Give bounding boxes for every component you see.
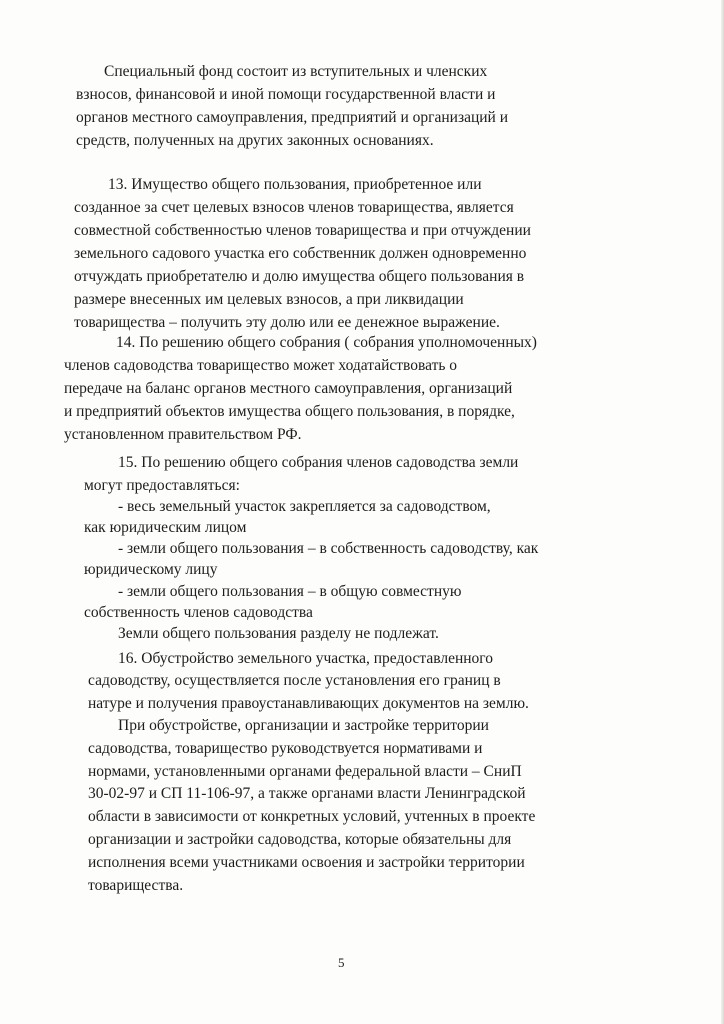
text-line: 16. Обустройство земельного участка, предоставленного bbox=[118, 650, 494, 667]
text-line: исполнения всеми участниками освоения и застройки территории bbox=[88, 854, 525, 871]
text-line: размере внесенных им целевых взносов, а при ликвидации bbox=[74, 291, 464, 308]
page-number: 5 bbox=[338, 955, 345, 970]
text-line: товарищества – получить эту долю или ее денежное выражение. bbox=[74, 314, 500, 331]
text-line: совместной собственностью членов товарищества и при отчуждении bbox=[74, 222, 531, 239]
text-line: установленном правительством РФ. bbox=[64, 426, 302, 443]
text-line: 14. По решению общего собрания ( собрания уполномоченных) bbox=[116, 334, 537, 351]
text-line: средств, полученных на других законных основаниях. bbox=[76, 132, 434, 149]
text-line: взносов, финансовой и иной помощи государственной власти и bbox=[76, 86, 496, 103]
text-line: передаче на баланс органов местного самоуправления, организаций bbox=[64, 380, 513, 397]
text-line: товарищества. bbox=[88, 877, 184, 894]
text-line: органов местного самоуправления, предприятий и организаций и bbox=[76, 109, 509, 126]
text-line: нормами, установленными органами федеральной власти – СниП bbox=[88, 763, 522, 780]
text-line: садоводства, товарищество руководствуется нормативами и bbox=[88, 740, 483, 757]
text-line: натуре и получения правоустанавливающих документов на землю. bbox=[88, 695, 529, 712]
text-line: Специальный фонд состоит из вступительных и членских bbox=[104, 63, 488, 80]
text-line: 13. Имущество общего пользования, приобретенное или bbox=[108, 176, 482, 193]
text-line: - весь земельный участок закрепляется за садоводством, bbox=[118, 498, 491, 515]
text-line: могут предоставляться: bbox=[84, 477, 240, 494]
text-line: отчуждать приобретателю и долю имущества общего пользования в bbox=[74, 268, 525, 285]
text-line: как юридическим лицом bbox=[84, 519, 247, 536]
text-line: 15. По решению общего собрания членов садоводства земли bbox=[118, 454, 519, 471]
text-line: - земли общего пользования – в собственность садоводству, как bbox=[118, 540, 539, 557]
text-line: юридическому лицу bbox=[84, 561, 218, 578]
text-line: садоводству, осуществляется после установления его границ в bbox=[88, 672, 501, 689]
text-line: созданное за счет целевых взносов членов товарищества, является bbox=[74, 199, 514, 216]
text-line: области в зависимости от конкретных условий, учтенных в проекте bbox=[88, 808, 536, 825]
text-line: собственность членов садоводства bbox=[84, 604, 313, 621]
text-line: Земли общего пользования разделу не подлежат. bbox=[118, 625, 439, 642]
text-line: земельного садового участка его собственник должен одновременно bbox=[74, 245, 527, 262]
text-line: и предприятий объектов имущества общего пользования, в порядке, bbox=[64, 403, 515, 420]
text-line: 30-02-97 и СП 11-106-97, а также органами власти Ленинградской bbox=[88, 785, 526, 802]
text-line: При обустройстве, организации и застройке территории bbox=[118, 717, 489, 734]
text-line: членов садоводства товарищество может ходатайствовать о bbox=[64, 357, 458, 374]
text-line: - земли общего пользования – в общую совместную bbox=[118, 583, 462, 600]
text-line: организации и застройки садоводства, которые обязательны для bbox=[88, 831, 512, 848]
